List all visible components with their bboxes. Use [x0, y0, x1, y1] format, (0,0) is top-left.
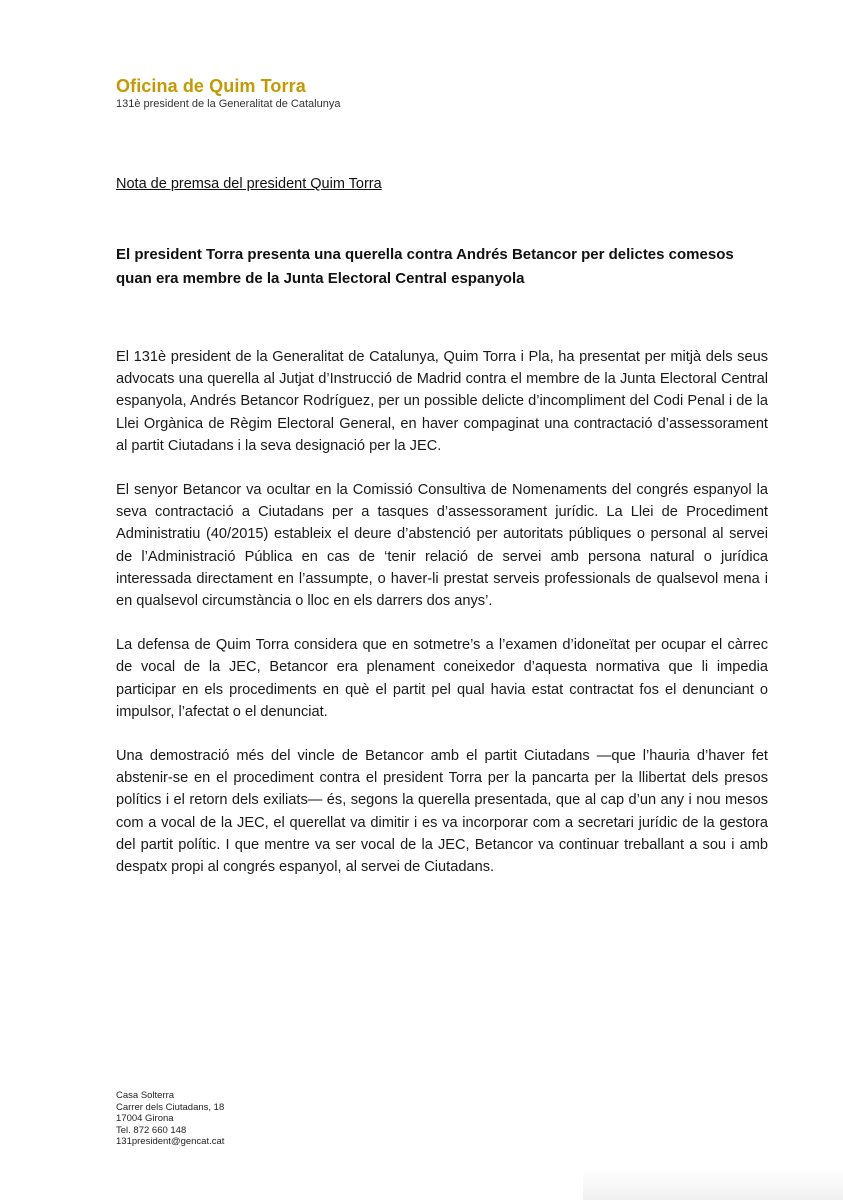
- press-release-body: [116, 346, 768, 900]
- body-paragraph-4: Una demostració més del vincle de Betancor amb el partit Ciutadans —que l’hauria d’haver fet abstenir-se en el procediment contra el president Torra per la pancarta per la llibertat dels presos polítics i el retorn dels exiliats— és, segons la querella presentada, que al cap d’un any i nou mesos com a vocal de la JEC, el querellat va dimitir i es va incorporar com a secretari jurídic de la gestora del partit polític. I que mentre va ser vocal de la JEC, Betancor va continuar treballant a sou i amb despatx propi al congrés espanyol, al servei de Ciutadans.: [116, 748, 768, 876]
- footer-phone: Tel. 872 660 148: [116, 1124, 187, 1136]
- letterhead: [116, 76, 340, 111]
- body-paragraph-1: El 131è president de la Generalitat de Catalunya, Quim Torra i Pla, ha presentat per mitjà dels seus advocats una querella al Jutjat d’Instrucció de Madrid contra el membre de la Junta Electoral Central espanyola, Andrés Betancor Rodríguez, per un possible delicte d’incompliment del Codi Penal i de la Llei Orgànica de Règim Electoral General, en haver compaginat una contractació d’assessorament al partit Ciutadans i la seva designació per la JEC.: [116, 349, 768, 454]
- contact-footer: [116, 1090, 224, 1148]
- body-paragraph-3: La defensa de Quim Torra considera que en sotmetre’s a l’examen d’idoneïtat per ocupar el càrrec de vocal de la JEC, Betancor era plenament coneixedor d’aquesta normativa que li impedia participar en els procediments en què el partit pel qual havia estat contractat fos el denunciant o impulsor, l’afectat o el denunciat.: [116, 637, 768, 720]
- document-type-label: Nota de premsa del president Quim Torra: [116, 176, 382, 192]
- footer-city: 17004 Girona: [116, 1113, 174, 1124]
- footer-email: 131president@gencat.cat: [116, 1136, 225, 1147]
- org-subtitle: 131è president de la Generalitat de Catalunya: [116, 98, 341, 110]
- press-release-headline: El president Torra presenta una querella contra Andrés Betancor per delictes comesos quan era membre de la Junta Electoral Central espanyola: [116, 246, 734, 287]
- body-paragraph-2: El senyor Betancor va ocultar en la Comissió Consultiva de Nomenaments del congrés espanyol la seva contractació a Ciutadans per a tasques d’assessorament jurídic. La Llei de Procediment Administratiu (40/2015) estableix el deure d’abstenció per autoritats públiques o personal al servei de l’Administració Pública en cas de ‘tenir relació de servei amb persona natural o jurídica interessada directament en l’assumpte, o haver-li prestat serveis professionals de qualsevol mena i en qualsevol circumstància o lloc en els darrers dos anys’.: [116, 482, 768, 610]
- footer-building: Casa Solterra: [116, 1090, 175, 1101]
- page-shadow: [583, 1170, 843, 1200]
- org-name: Oficina de Quim Torra: [116, 76, 306, 96]
- footer-street: Carrer dels Ciutadans, 18: [116, 1101, 225, 1113]
